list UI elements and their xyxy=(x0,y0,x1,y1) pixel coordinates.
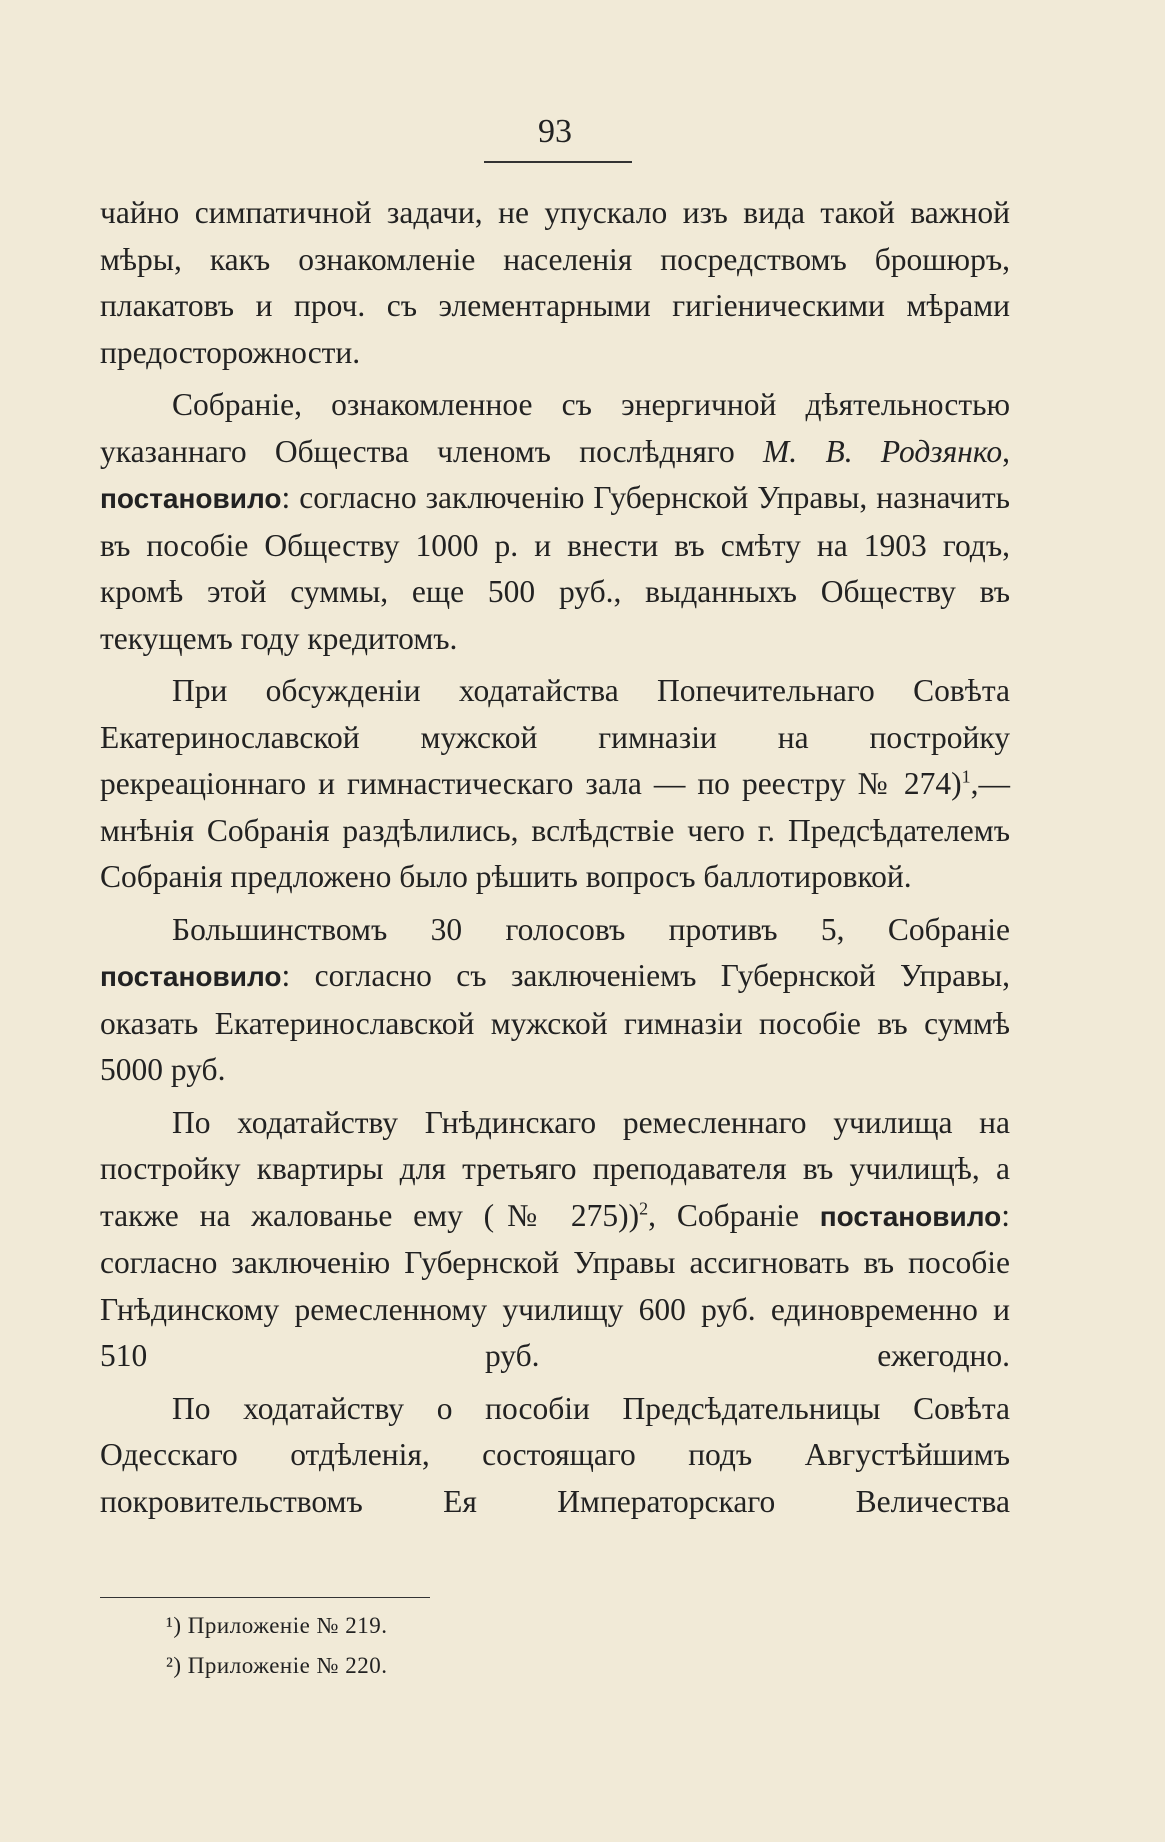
paragraph-odessa-petition xyxy=(100,1386,1010,1526)
page-number-rule xyxy=(484,161,632,163)
footnotes xyxy=(166,1606,388,1686)
text-run: Собраніе, ознакомленное съ энергичной дѣятельностью указаннаго Общества членомъ послѣдняго xyxy=(100,387,1010,469)
footnote-rule xyxy=(100,1597,430,1598)
text-run: : согласно заключенію Губернской Управы, назначить въ пособіе Обществу 1000 р. и внести въ смѣту на 1903 годъ, кромѣ этой суммы, еще 500 руб., выданныхъ Обществу въ текущемъ году кредитомъ. xyxy=(100,480,1010,656)
text-run: , Собраніе xyxy=(648,1197,820,1233)
text-run: постановило xyxy=(819,1200,1002,1232)
paragraph-gymnasium-vote xyxy=(100,907,1010,1094)
page-number: 93 xyxy=(538,113,572,150)
footnote-1: ¹) Приложеніе № 219. xyxy=(166,1613,388,1638)
text-run: При обсужденіи ходатайства Попечительнаго Совѣта Екатеринославской мужской гимназіи на постройку рекреаціоннаго и гимнастическаго зала — по реестру № 274) xyxy=(100,673,1010,801)
footnote-ref: 1 xyxy=(961,766,971,787)
text-run: По ходатайству Гнѣдинскаго ремесленнаго училища на постройку квартиры для третьяго преподавателя въ училищѣ, а также на жалованье ему (№ 275)) xyxy=(100,1104,1010,1233)
text-run: По ходатайству о пособіи Предсѣдательницы Совѣта Одесскаго отдѣленія, состоящаго подъ Августѣйшимъ покровительствомъ Ея Императорскаго Величества xyxy=(100,1390,1010,1519)
footnote-ref: 2 xyxy=(639,1198,649,1218)
text-run: : согласно съ заключеніемъ Губернской Управы, оказать Екатеринославской мужской гимназіи пособіе въ суммѣ 5000 руб. xyxy=(100,958,1010,1087)
paragraph-society-grant xyxy=(100,382,1010,662)
text-run: , xyxy=(1002,433,1010,469)
paragraph-school-petition xyxy=(100,1100,1010,1380)
paragraph-gymnasium-petition xyxy=(100,668,1010,901)
text-run: ,—мнѣнія Собранія раздѣлились, вслѣдствіе чего г. Предсѣдателемъ Собранія предложено было рѣшить вопросъ баллотировкой. xyxy=(100,766,1010,894)
text-run: Большинствомъ 30 голосовъ противъ 5, Собраніе xyxy=(172,911,1010,947)
text-run: постановило xyxy=(100,483,282,514)
body-text xyxy=(100,190,1010,1531)
text-run: : согласно заключенію Губернской Управы ассигновать въ пособіе Гнѣдинскому ремесленному училищу 600 руб. единовременно и 510 руб. ежегодно. xyxy=(100,1197,1010,1373)
text-run: М. В. Родзянко xyxy=(763,433,1003,469)
text-run: постановило xyxy=(100,961,282,992)
footnote-2: ²) Приложеніе № 220. xyxy=(166,1653,388,1678)
paragraph-continuation xyxy=(100,190,1010,376)
text-run: чайно симпатичной задачи, не упускало изъ вида такой важной мѣры, какъ ознакомленіе населенія посредствомъ брошюръ, плакатовъ и проч. съ элементарными гигіеническими мѣрами предосторожности. xyxy=(100,195,1010,370)
